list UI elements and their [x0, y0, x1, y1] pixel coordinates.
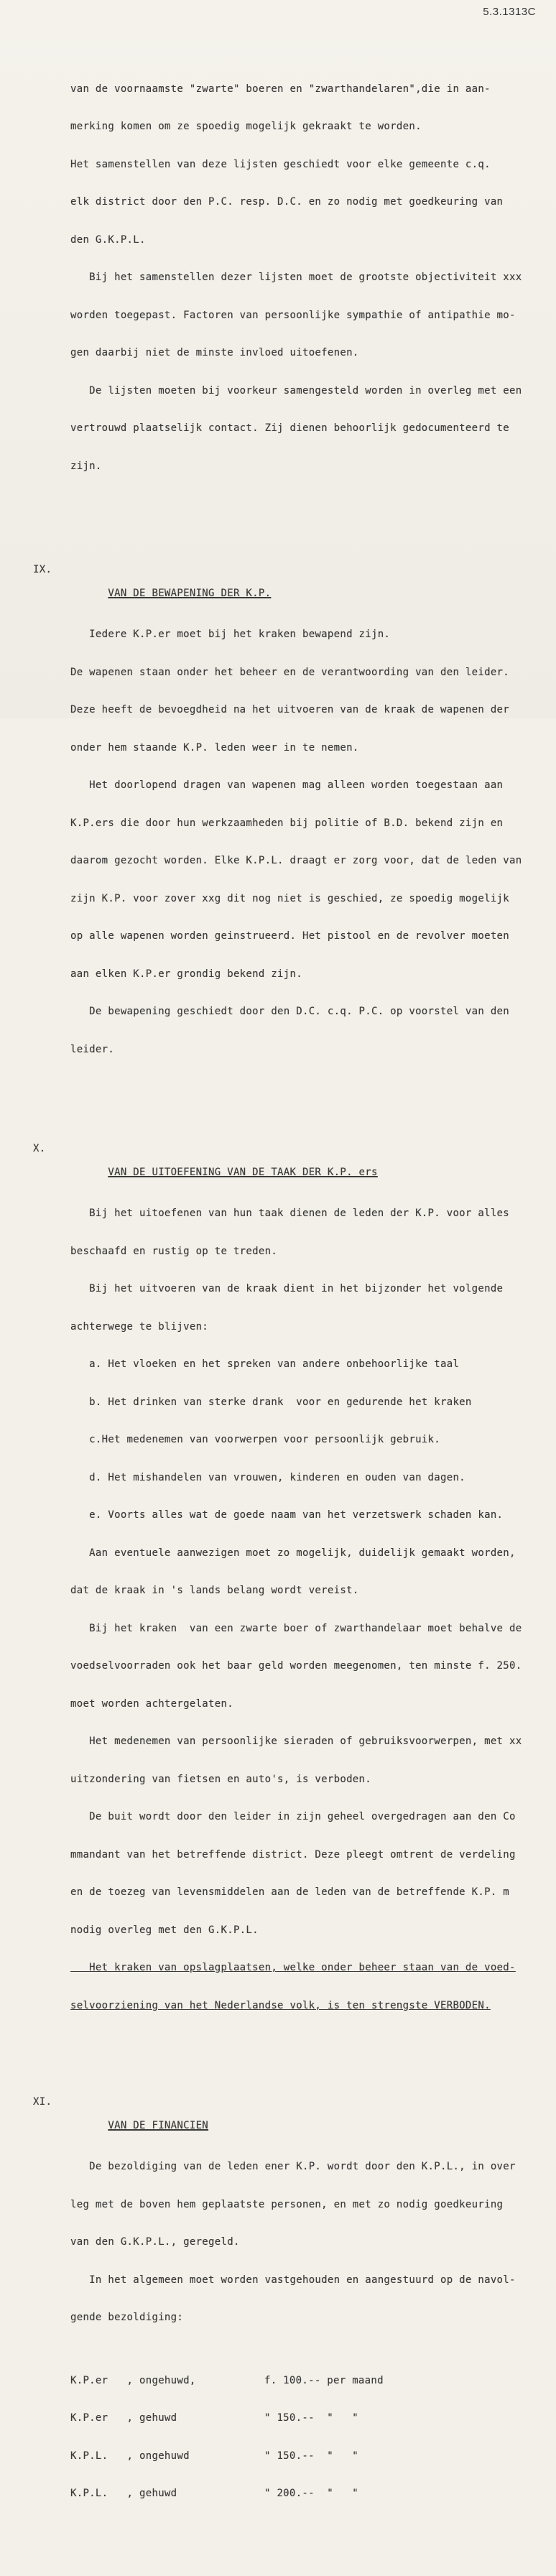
pay-category: K.P.L. , ongehuwd: [70, 2450, 190, 2462]
text-line: merking komen om ze spoedig mogelijk gekraakt te worden.: [70, 121, 422, 132]
text-line: De wapenen staan onder het beheer en de verantwoording van den leider.: [70, 666, 510, 678]
pay-amount: " 150.-- " ": [264, 2450, 358, 2462]
pay-amount: f. 100.-- per maand: [264, 2374, 384, 2386]
section-number: IX.: [33, 564, 52, 575]
text-line: De buit wordt door den leider in zijn geheel overgedragen aan den Co: [70, 1811, 516, 1822]
text-line: leg met de boven hem geplaatste personen, en met zo nodig goedkeuring: [70, 2198, 504, 2210]
text-line: achterwege te blijven:: [70, 1320, 209, 1333]
text-line: leider.: [70, 1043, 115, 1055]
text-line: zijn.: [70, 460, 102, 472]
text-line: vertrouwd plaatselijk contact. Zij dienen behoorlijk gedocumenteerd te: [70, 422, 510, 434]
prohibition-line: selvoorziening van het Nederlandse volk, is ten strengste VERBODEN.: [70, 1999, 491, 2011]
section-title: VAN DE FINANCIEN: [108, 2120, 209, 2131]
text-line: aan elken K.P.er grondig bekend zijn.: [70, 968, 302, 980]
table-row: [70, 2488, 537, 2501]
list-item-e: e. Voorts alles wat de goede naam van het verzetswerk schaden kan.: [70, 1509, 504, 1521]
pay-amount: " 150.-- " ": [264, 2412, 358, 2424]
list-item-c: c.Het medenemen van voorwerpen voor persoonlijk gebruik.: [70, 1434, 440, 1445]
section-heading-x: [33, 1141, 537, 1178]
section-heading-ix: [33, 562, 537, 599]
text-line: De bewapening geschiedt door den D.C. c.q. P.C. op voorstel van den: [70, 1006, 510, 1017]
text-line: Bij het uitvoeren van de kraak dient in het bijzonder het volgende: [70, 1283, 504, 1294]
prohibition-line: Het kraken van opslagplaatsen, welke onder beheer staan van de voed-: [70, 1962, 516, 1973]
pay-category: K.P.er , ongehuwd,: [70, 2374, 196, 2386]
text-line: zijn K.P. voor zover xxg dit nog niet is geschied, ze spoedig mogelijk: [70, 892, 510, 904]
text-line: van de voornaamste "zwarte" boeren en "zwarthandelaren",die in aan-: [70, 83, 491, 95]
text-line: den G.K.P.L.: [70, 233, 146, 246]
section-body-x: [70, 1182, 537, 2037]
text-line: op alle wapenen worden geinstrueerd. Het pistool en de revolver moeten: [70, 930, 510, 942]
text-line: De lijsten moeten bij voorkeur samengesteld worden in overleg met een: [70, 384, 522, 397]
text-line: De bezoldiging van de leden ener K.P. wordt door den K.P.L., in over: [70, 2161, 516, 2172]
text-line: moet worden achtergelaten.: [70, 1697, 233, 1710]
section-title: VAN DE BEWAPENING DER K.P.: [108, 588, 272, 599]
pay-category: K.P.er , gehuwd: [70, 2412, 177, 2424]
text-line: onder hem staande K.P. leden weer in te nemen.: [70, 741, 359, 754]
table-row: [70, 2412, 537, 2425]
pay-amount: " 200.-- " ": [264, 2488, 358, 2499]
archive-stamp: 5.3.1313C: [483, 6, 536, 18]
text-line: In het algemeen moet worden vastgehouden en aangestuurd op de navol-: [70, 2274, 516, 2286]
text-line: Het medenemen van persoonlijke sieraden of gebruiksvoorwerpen, met xx: [70, 1736, 522, 1747]
text-line: beschaafd en rustig op te treden.: [70, 1245, 278, 1257]
text-line: Bij het uitoefenen van hun taak dienen de leden der K.P. voor alles: [70, 1208, 510, 1219]
section-heading-xi: [33, 2095, 537, 2131]
text-line: gen daarbij niet de minste invloed uitoefenen.: [70, 347, 359, 358]
section-body-xi: [70, 2136, 537, 2551]
text-line: nodig overleg met den G.K.P.L.: [70, 1924, 259, 1936]
table-row: [70, 2450, 537, 2463]
text-line: uitzondering van fietsen en auto's, is verboden.: [70, 1773, 371, 1785]
pay-table: [70, 2350, 537, 2526]
list-item-d: d. Het mishandelen van vrouwen, kinderen en ouden van dagen.: [70, 1471, 465, 1483]
text-line: Aan eventuele aanwezigen moet zo mogelijk, duidelijk gemaakt worden,: [70, 1547, 516, 1559]
text-line: mmandant van het betreffende district. Deze pleegt omtrent de verdeling: [70, 1848, 516, 1861]
list-item-b: b. Het drinken van sterke drank voor en gedurende het kraken: [70, 1396, 472, 1408]
text-line: en de toezeg van levensmiddelen aan de leden van de betreffende K.P. m: [70, 1886, 510, 1898]
section-body-ix: [70, 603, 537, 1081]
intro-paragraph: [70, 58, 537, 499]
text-line: Iedere K.P.er moet bij het kraken bewapend zijn.: [70, 629, 391, 640]
text-line: worden toegepast. Factoren van persoonlijke sympathie of antipathie mo-: [70, 309, 516, 321]
text-line: Bij het kraken van een zwarte boer of zwarthandelaar moet behalve de: [70, 1622, 522, 1634]
text-line: elk district door den P.C. resp. D.C. en zo nodig met goedkeuring van: [70, 196, 504, 208]
section-number: X.: [33, 1143, 46, 1154]
text-line: van den G.K.P.L., geregeld.: [70, 2236, 240, 2248]
text-line: Het doorlopend dragen van wapenen mag alleen worden toegestaan aan: [70, 779, 504, 791]
document-body: [33, 20, 537, 2576]
text-line: K.P.ers die door hun werkzaamheden bij politie of B.D. bekend zijn en: [70, 817, 504, 829]
pay-category: K.P.L. , gehuwd: [70, 2488, 177, 2499]
table-row: [70, 2375, 537, 2388]
list-item-a: a. Het vloeken en het spreken van andere onbehoorlijke taal: [70, 1358, 460, 1370]
section-title: VAN DE UITOEFENING VAN DE TAAK DER K.P. ers: [108, 1167, 378, 1178]
text-line: Het samenstellen van deze lijsten geschiedt voor elke gemeente c.q.: [70, 158, 491, 170]
text-line: Deze heeft de bevoegdheid na het uitvoeren van de kraak de wapenen der: [70, 704, 510, 715]
text-line: voedselvoorraden ook het baar geld worden meegenomen, ten minste f. 250.: [70, 1660, 522, 1672]
text-line: gende bezoldiging:: [70, 2312, 184, 2323]
section-number: XI.: [33, 2096, 52, 2108]
text-line: dat de kraak in 's lands belang wordt vereist.: [70, 1585, 359, 1596]
text-line: daarom gezocht worden. Elke K.P.L. draagt er zorg voor, dat de leden van: [70, 855, 522, 866]
text-line: Bij het samenstellen dezer lijsten moet de grootste objectiviteit xxx: [70, 272, 522, 283]
